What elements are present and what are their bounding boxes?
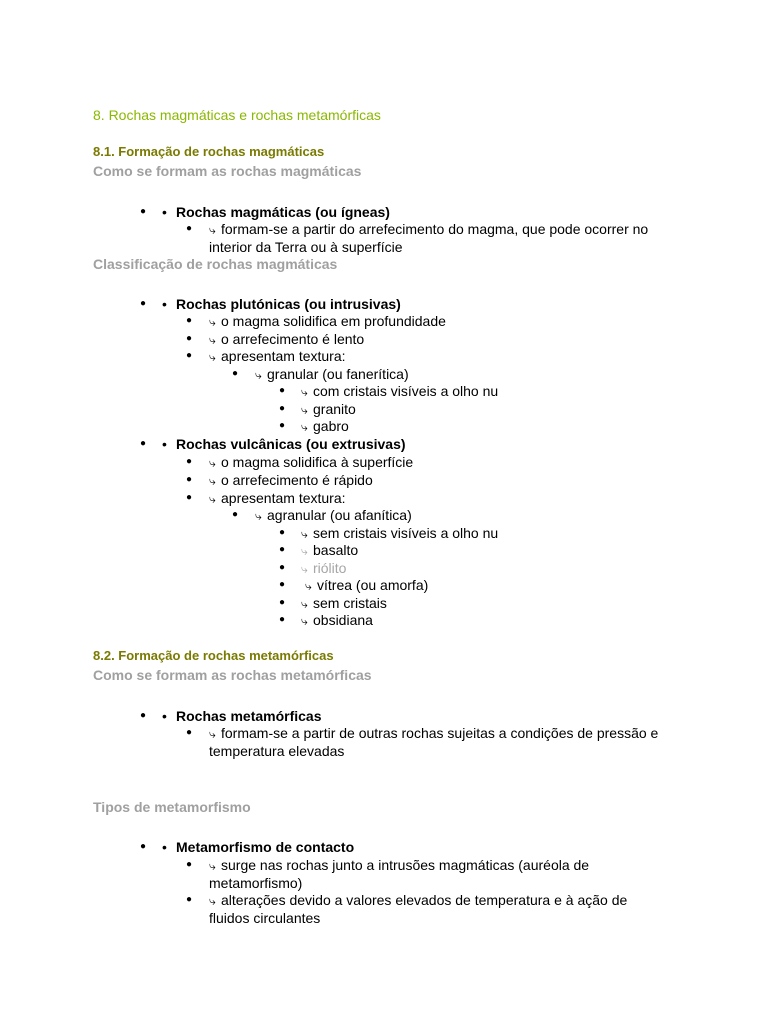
bullet-icon: ● — [279, 614, 286, 625]
list-item: ⤷ granular (ou fanerítica) — [255, 366, 409, 382]
list-item-continuation: interior da Terra ou à superfície — [209, 239, 403, 255]
types-subheading: Tipos de metamorfismo — [93, 799, 251, 815]
arrow-icon: ⤷ — [209, 894, 216, 908]
bullet-icon: ● — [140, 841, 147, 852]
midot-icon: • — [162, 296, 167, 312]
arrow-icon: ⤷ — [301, 562, 308, 576]
bullet-icon: ● — [186, 333, 193, 344]
arrow-icon: ⤷ — [209, 727, 216, 741]
list-item: ⤷ apresentam textura: — [209, 348, 346, 364]
bullet-icon: ● — [232, 368, 239, 379]
midot-icon: • — [162, 708, 167, 724]
list-item: ⤷ riólito — [301, 560, 347, 576]
list-item: ⤷ granito — [301, 401, 356, 417]
arrow-icon: ⤷ — [209, 474, 216, 488]
bullet-icon: ● — [279, 544, 286, 555]
arrow-icon: ⤷ — [209, 333, 216, 347]
arrow-icon: ⤷ — [255, 368, 262, 382]
bullet-icon: ● — [186, 492, 193, 503]
section-title: 8. Rochas magmáticas e rochas metamórficas — [93, 107, 381, 123]
term-vulcanicas: Rochas vulcânicas (ou extrusivas) — [176, 436, 406, 452]
arrow-icon: ⤷ — [255, 509, 262, 523]
bullet-icon: ● — [186, 474, 193, 485]
bullet-icon: ● — [279, 597, 286, 608]
bullet-icon: ● — [140, 206, 147, 217]
bullet-icon: ● — [186, 350, 193, 361]
list-item-continuation: temperatura elevadas — [209, 743, 345, 759]
bullet-icon: ● — [140, 298, 147, 309]
arrow-icon: ⤷ — [301, 403, 308, 417]
bullet-icon: ● — [186, 859, 193, 870]
list-item: ⤷ sem cristais visíveis a olho nu — [301, 525, 499, 541]
arrow-icon: ⤷ — [209, 859, 216, 873]
arrow-icon: ⤷ — [305, 579, 312, 593]
arrow-icon: ⤷ — [301, 420, 308, 434]
list-item: ⤷ obsidiana — [301, 612, 373, 628]
midot-icon: • — [162, 436, 167, 452]
arrow-icon: ⤷ — [209, 315, 216, 329]
midot-icon: • — [162, 839, 167, 855]
section-8-1-subheading: Como se formam as rochas magmáticas — [93, 163, 362, 179]
list-item: ⤷ alterações devido a valores elevados de temperatura e à ação de — [209, 892, 628, 908]
bullet-icon: ● — [279, 385, 286, 396]
list-item: ⤷ apresentam textura: — [209, 490, 346, 506]
bullet-icon: ● — [186, 223, 193, 234]
bullet-icon: ● — [186, 315, 193, 326]
list-item: ⤷ o magma solidifica em profundidade — [209, 313, 446, 329]
list-item: ⤷ com cristais visíveis a olho nu — [301, 383, 499, 399]
list-item: ⤷ surge nas rochas junto a intrusões magmáticas (auréola de — [209, 857, 590, 873]
arrow-icon: ⤷ — [209, 223, 216, 237]
section-8-2-heading: 8.2. Formação de rochas metamórficas — [93, 648, 334, 663]
list-item: ⤷ basalto — [301, 542, 359, 558]
term-plutonicas: Rochas plutónicas (ou intrusivas) — [176, 296, 401, 312]
list-item: ⤷ formam-se a partir de outras rochas sujeitas a condições de pressão e — [209, 725, 659, 741]
bullet-icon: ● — [279, 562, 286, 573]
list-item: ⤷ formam-se a partir do arrefecimento do magma, que pode ocorrer no — [209, 221, 649, 237]
bullet-icon: ● — [140, 710, 147, 721]
arrow-icon: ⤷ — [301, 385, 308, 399]
section-8-1-heading: 8.1. Formação de rochas magmáticas — [93, 144, 325, 159]
bullet-icon: ● — [279, 527, 286, 538]
bullet-icon: ● — [140, 438, 147, 449]
bullet-icon: ● — [186, 894, 193, 905]
arrow-icon: ⤷ — [209, 350, 216, 364]
list-item: ⤷ sem cristais — [301, 595, 387, 611]
midot-icon: • — [162, 204, 167, 220]
arrow-icon: ⤷ — [301, 614, 308, 628]
term-rochas-magmaticas: Rochas magmáticas (ou ígneas) — [176, 204, 390, 220]
list-item: ⤷ o arrefecimento é lento — [209, 331, 365, 347]
term-metamorficas: Rochas metamórficas — [176, 708, 322, 724]
list-item: ⤷ gabro — [301, 418, 349, 434]
list-item-continuation: metamorfismo) — [209, 875, 303, 891]
list-item: ⤷ o arrefecimento é rápido — [209, 472, 373, 488]
list-item: ⤷ o magma solidifica à superfície — [209, 454, 414, 470]
bullet-icon: ● — [279, 403, 286, 414]
bullet-icon: ● — [186, 727, 193, 738]
classification-subheading: Classificação de rochas magmáticas — [93, 256, 338, 272]
arrow-icon: ⤷ — [301, 597, 308, 611]
bullet-icon: ● — [279, 579, 286, 590]
arrow-icon: ⤷ — [209, 492, 216, 506]
list-item-continuation: fluidos circulantes — [209, 910, 321, 926]
arrow-icon: ⤷ — [301, 527, 308, 541]
arrow-icon: ⤷ — [301, 544, 308, 558]
bullet-icon: ● — [232, 509, 239, 520]
section-8-2-subheading: Como se formam as rochas metamórficas — [93, 667, 372, 683]
list-item: ⤷ agranular (ou afanítica) — [255, 507, 412, 523]
list-item: ⤷ vítrea (ou amorfa) — [305, 577, 429, 593]
bullet-icon: ● — [279, 420, 286, 431]
arrow-icon: ⤷ — [209, 456, 216, 470]
term-contacto: Metamorfismo de contacto — [176, 839, 355, 855]
bullet-icon: ● — [186, 456, 193, 467]
